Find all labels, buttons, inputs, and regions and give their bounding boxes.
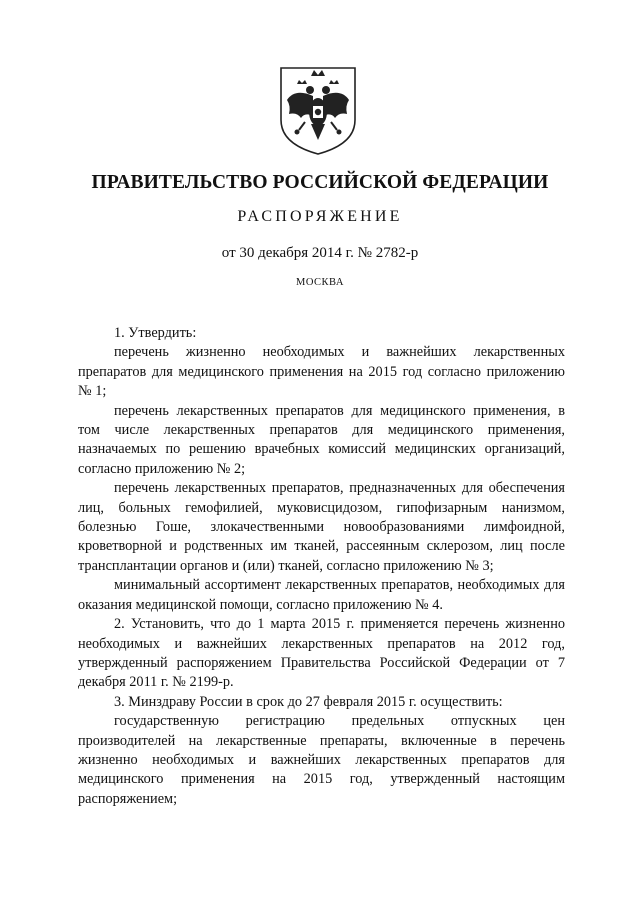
paragraph: перечень лекарственных препаратов для медицинского применения, в том числе лекарственных препаратов для медицинского применения, назначаемых по решению врачебных комиссий медицинских организаций, согласно приложению № 2;	[78, 402, 565, 477]
paragraph: 3. Минздраву России в срок до 27 февраля 2015 г. осуществить:	[114, 693, 503, 710]
paragraph: государственную регистрацию предельных отпускных цен производителей на лекарственные препараты, включенные в перечень жизненно необходимых и важнейших лекарственных препаратов для медицинского применения на 2015 год, утвержденный настоящим распоряжением;	[78, 713, 565, 807]
paragraph: 1. Утвердить:	[114, 325, 197, 341]
government-title: ПРАВИТЕЛЬСТВО РОССИЙСКОЙ ФЕДЕРАЦИИ	[91, 172, 549, 193]
paragraph: 2. Установить, что до 1 марта 2015 г. применяется перечень жизненно необходимых и важнейших лекарственных препаратов на 2012 год, утвержденный распоряжением Правительства Российской Федерации от 7 декабря 2011 г. № 2199-р.	[78, 616, 565, 691]
document-city: МОСКВА	[296, 277, 344, 288]
document-date-number: от 30 декабря 2014 г. № 2782-р	[221, 245, 419, 261]
document-type: РАСПОРЯЖЕНИЕ	[237, 208, 403, 225]
coat-of-arms-icon	[275, 62, 361, 158]
paragraph: минимальный ассортимент лекарственных препаратов, необходимых для оказания медицинской помощи, согласно приложению № 4.	[78, 577, 565, 613]
document-body	[78, 324, 565, 809]
paragraph: перечень лекарственных препаратов, предназначенных для обеспечения лиц, больных гемофилией, муковисцидозом, гипофизарным нанизмом, болезнью Гоше, злокачественными новообразованиями лимфоидной, кроветворной и родственных им тканей, рассеянным склерозом, лиц после трансплантации органов и (или) тканей, согласно приложению № 3;	[78, 480, 565, 574]
paragraph: перечень жизненно необходимых и важнейших лекарственных препаратов для медицинского применения на 2015 год согласно приложению № 1;	[78, 344, 565, 400]
